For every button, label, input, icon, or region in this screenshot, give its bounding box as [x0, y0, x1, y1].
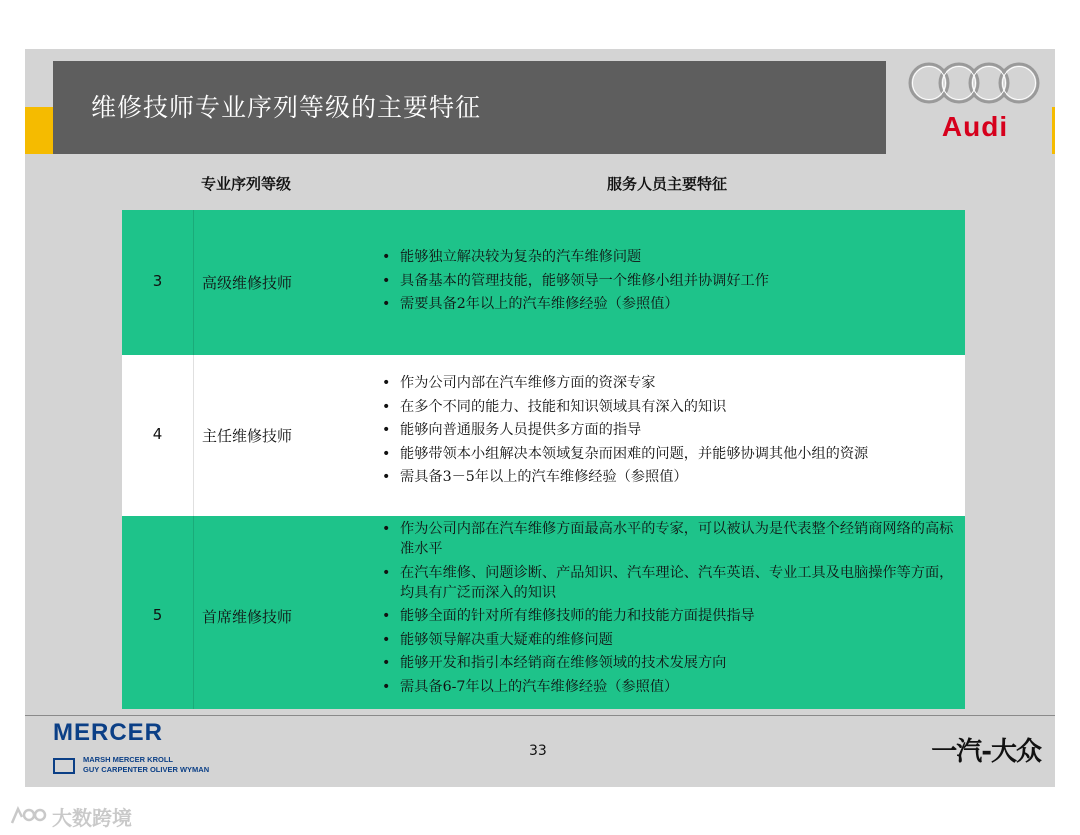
title-accent-bar	[25, 107, 53, 154]
row-divider	[193, 516, 194, 709]
watermark	[8, 802, 132, 830]
audi-logo	[905, 57, 1045, 147]
level-number: 3	[152, 272, 163, 290]
slide	[25, 49, 1055, 787]
list-item: • 需具备3－5年以上的汽车维修经验（参照值）	[380, 467, 960, 487]
table-row	[122, 210, 965, 355]
list-item: • 能够全面的针对所有维修技师的能力和技能方面提供指导	[380, 606, 960, 626]
list-item: • 能够独立解决较为复杂的汽车维修问题	[380, 247, 960, 267]
list-item: • 能够领导解决重大疑难的维修问题	[380, 630, 960, 650]
mercer-subbrand	[53, 755, 253, 785]
right-accent-bar	[1052, 107, 1055, 154]
level-title: 首席维修技师	[202, 608, 293, 626]
table-row	[122, 355, 965, 516]
mercer-subbrand-text	[83, 755, 209, 775]
mercer-logo	[53, 719, 210, 774]
page-title: 维修技师专业序列等级的主要特征	[91, 93, 482, 122]
feature-list	[380, 373, 960, 491]
list-item: • 具备基本的管理技能，能够领导一个维修小组并协调好工作	[380, 271, 960, 291]
list-item: • 能够开发和指引本经销商在维修领域的技术发展方向	[380, 653, 960, 673]
level-number: 5	[152, 606, 163, 624]
list-item: • 在汽车维修、问题诊断、产品知识、汽车理论、汽车英语、专业工具及电脑操作等方面，均具有广泛而深入的知识	[380, 563, 960, 603]
feature-list	[380, 519, 960, 700]
title-bar	[53, 61, 886, 154]
table-row	[122, 516, 965, 709]
list-item: • 作为公司内部在汽车维修方面最高水平的专家，可以被认为是代表整个经销商网络的高标准水平	[380, 519, 960, 559]
footer-divider	[25, 715, 1055, 716]
column-header-features: 服务人员主要特征	[607, 175, 728, 193]
column-header-level: 专业序列等级	[201, 175, 292, 193]
row-divider	[193, 355, 194, 516]
level-title: 高级维修技师	[202, 274, 293, 292]
list-item: • 在多个不同的能力、技能和知识领域具有深入的知识	[380, 397, 960, 417]
watermark-text: 大数跨境	[52, 805, 132, 830]
audi-wordmark: Audi	[941, 111, 1009, 142]
page-number: 33	[529, 743, 547, 759]
feature-list	[380, 247, 960, 318]
faw-vw-logo: 一汽-大众	[931, 737, 1041, 767]
list-item: • 需要具备2年以上的汽车维修经验（参照值）	[380, 294, 960, 314]
list-item: • 能够向普通服务人员提供多方面的指导	[380, 420, 960, 440]
level-number: 4	[152, 425, 163, 443]
mercer-box-icon	[53, 758, 75, 774]
audi-rings-icon	[905, 57, 1045, 109]
mercer-subbrand-line: GUY CARPENTER OLIVER WYMAN	[83, 765, 210, 774]
level-title: 主任维修技师	[202, 427, 293, 445]
watermark-logo-icon	[8, 805, 48, 827]
list-item: • 能够带领本小组解决本领域复杂而困难的问题，并能够协调其他小组的资源	[380, 444, 960, 464]
list-item: • 需具备6-7年以上的汽车维修经验（参照值）	[380, 677, 960, 697]
mercer-subbrand-line: MARSH MERCER KROLL	[83, 755, 173, 764]
list-item: • 作为公司内部在汽车维修方面的资深专家	[380, 373, 960, 393]
row-divider	[193, 210, 194, 355]
mercer-wordmark: MERCER	[53, 719, 164, 746]
